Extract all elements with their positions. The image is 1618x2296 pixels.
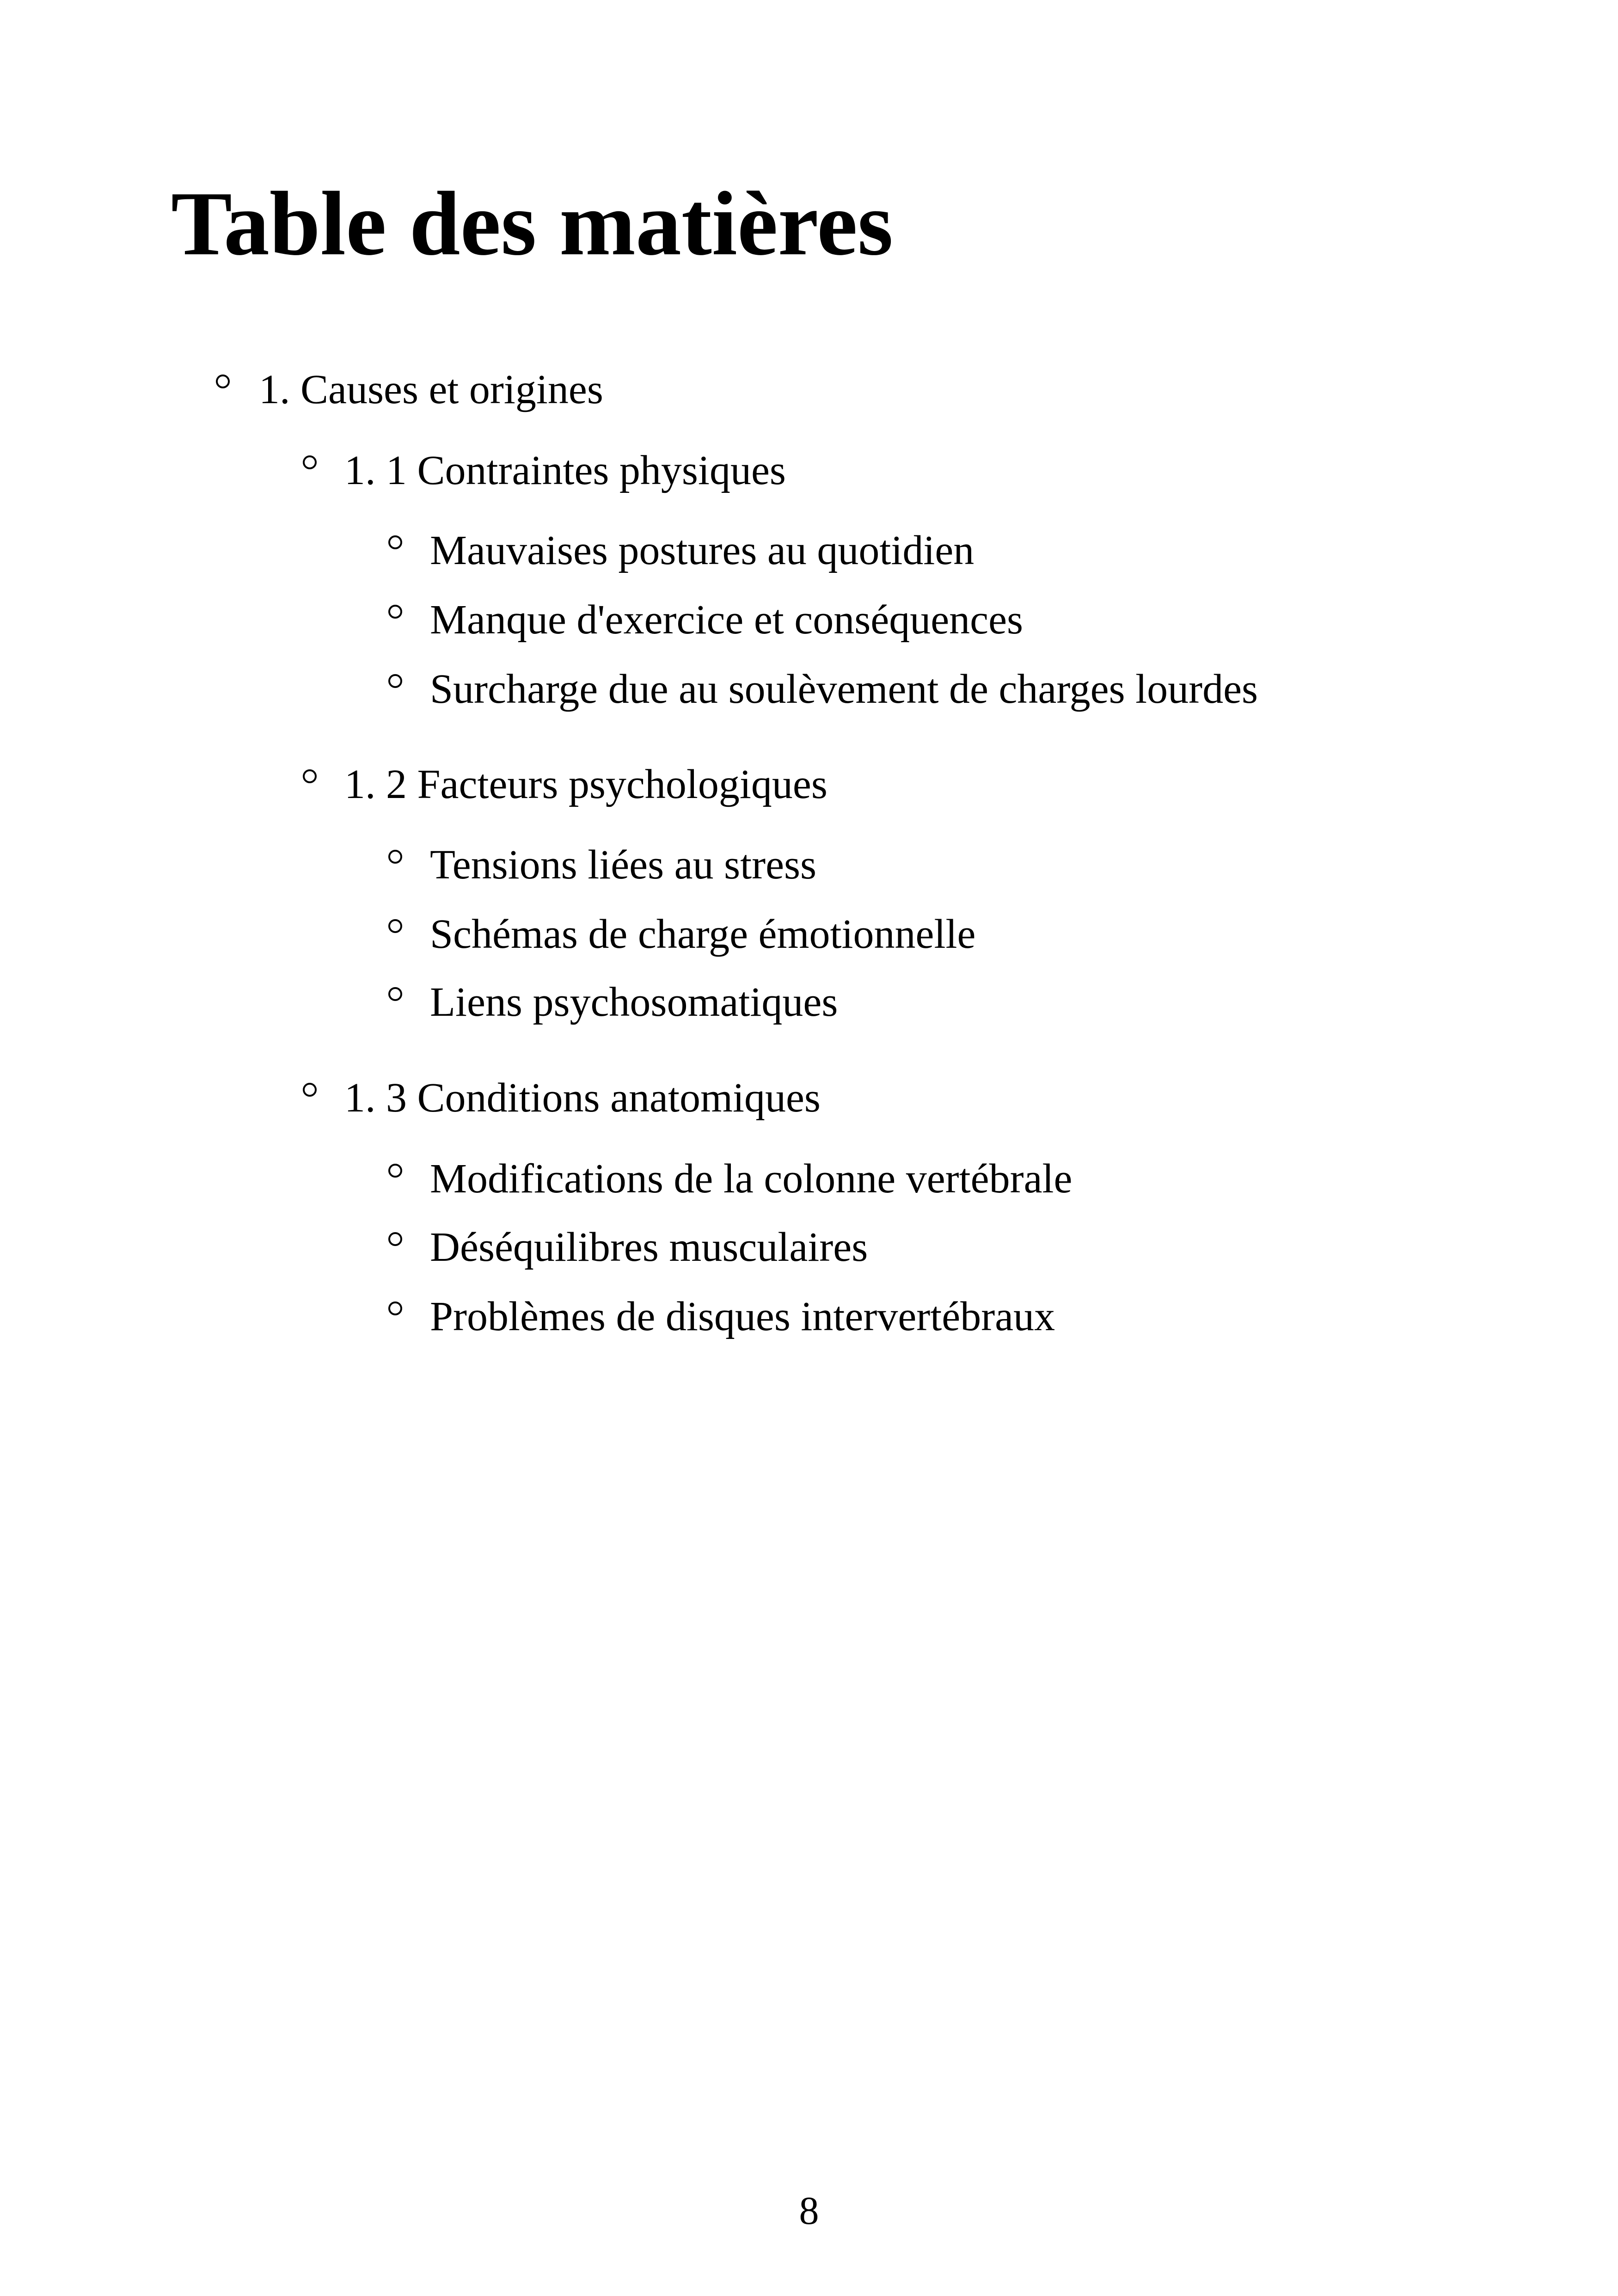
toc-section-label: 1. Causes et origines — [259, 367, 603, 412]
toc-item-label: Déséquilibres musculaires — [430, 1224, 868, 1270]
toc-item[interactable] — [388, 911, 976, 957]
toc-subsection-1-1[interactable] — [303, 450, 786, 491]
circle-bullet-icon — [388, 535, 402, 549]
circle-bullet-icon — [303, 769, 317, 783]
toc-item[interactable] — [388, 1224, 868, 1270]
circle-bullet-icon — [388, 1232, 402, 1246]
toc-item-label: Modifications de la colonne vertébrale — [430, 1156, 1073, 1202]
circle-bullet-icon — [388, 674, 402, 688]
circle-bullet-icon — [388, 605, 402, 619]
toc-item-label: Schémas de charge émotionnelle — [430, 911, 976, 957]
toc-item[interactable] — [388, 979, 838, 1025]
toc-item[interactable] — [388, 530, 974, 571]
toc-item-label: Mauvaises postures au quotidien — [430, 528, 974, 573]
toc-section-1[interactable] — [217, 369, 603, 411]
toc-item-label: Manque d'exercice et conséquences — [430, 597, 1024, 643]
page-number: 8 — [799, 2188, 819, 2233]
toc-item-label: Problèmes de disques intervertébraux — [430, 1294, 1055, 1339]
toc-item[interactable] — [388, 844, 816, 886]
toc-item-label: Tensions liées au stress — [430, 842, 817, 888]
toc-subsection-label: 1. 3 Conditions anatomiques — [344, 1075, 821, 1121]
toc-subsection-1-3[interactable] — [303, 1077, 821, 1119]
circle-bullet-icon — [388, 1164, 402, 1178]
circle-bullet-icon — [388, 1301, 402, 1315]
circle-bullet-icon — [388, 850, 402, 864]
page-title: Table des matières — [171, 173, 893, 274]
toc-item[interactable] — [388, 1158, 1072, 1200]
toc-item-label: Surcharge due au soulèvement de charges lourdes — [430, 666, 1258, 712]
toc-subsection-label: 1. 1 Contraintes physiques — [344, 448, 786, 493]
circle-bullet-icon — [303, 1083, 317, 1097]
toc-item[interactable] — [388, 666, 1258, 712]
toc-subsection-label: 1. 2 Facteurs psychologiques — [344, 761, 827, 807]
toc-item[interactable] — [388, 1296, 1055, 1338]
circle-bullet-icon — [388, 919, 402, 933]
circle-bullet-icon — [216, 374, 230, 388]
toc-item[interactable] — [388, 599, 1023, 641]
circle-bullet-icon — [388, 987, 402, 1001]
circle-bullet-icon — [303, 455, 317, 469]
toc-item-label: Liens psychosomatiques — [430, 979, 838, 1025]
toc-subsection-1-2[interactable] — [303, 761, 827, 807]
